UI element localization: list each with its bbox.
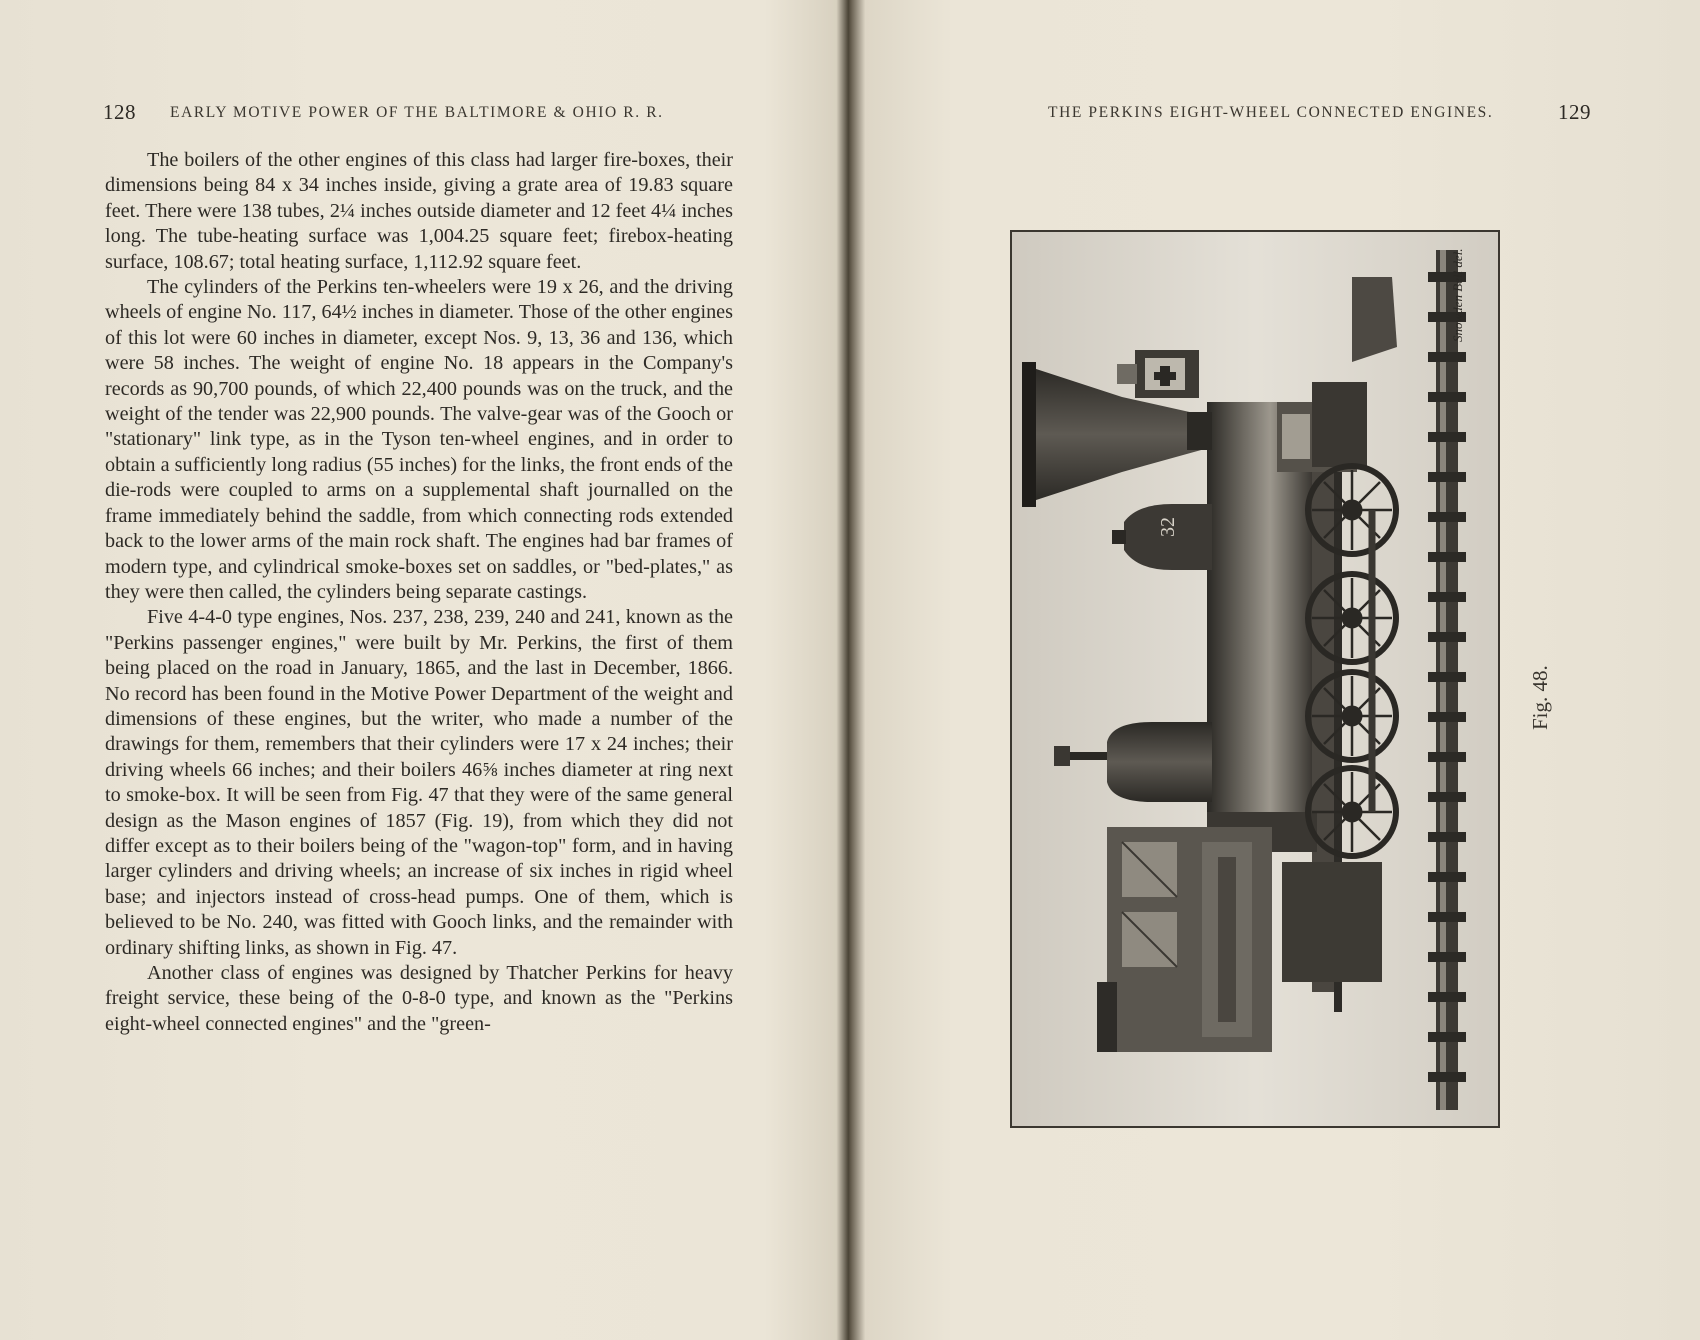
pilot — [1352, 277, 1397, 362]
paragraph-3: Five 4-4-0 type engines, Nos. 237, 238, 239, 240 and 241, known as the "Perkins passenger engines," were built by Mr. Perkins, the first of them being placed on the road in January, 1865, and the last in December, 1866. No record has been found in the Motive Power Department of the weight and dimensions of these engines, but the writer, who made a number of the drawings for them, remembers that their cylinders were 17 x 24 inches; their driving wheels 66 inches; and their boilers 46⅝ inches diameter at ring next to smoke-box. It will be seen from Fig. 47 that they were of the same general design as the Mason engines of 1857 (Fig. 19), from which they did not differ except as to their boilers being of the "wagon-top" form, and in having larger cylinders and driving wheels; an increase of six inches in rigid wheel base; and injectors instead of cross-head pumps. One of them, which is believed to be No. 240, was fitted with Gooch links, and the remainder with ordinary shifting links, as shown in Fig. 47. — [105, 606, 733, 959]
right-page — [850, 0, 1700, 1340]
paragraph-1: The boilers of the other engines of this class had larger fire-boxes, their dimensions being 84 x 34 inches inside, giving a grate area of 19.83 square feet. There were 138 tubes, 2¼ inches outside diameter and 12 feet 4¼ inches long. The tube-heating surface was 1,004.25 square feet; firebox-heating surface, 108.67; total heating surface, 1,112.92 square feet. — [105, 149, 733, 273]
left-page — [0, 0, 845, 1340]
artist-signature: Snowden Bell del. — [1450, 248, 1465, 342]
page-number-right: 129 — [1558, 100, 1591, 124]
paragraph-2: The cylinders of the Perkins ten-wheelers were 19 x 26, and the driving wheels of engine No. 117, 64½ inches in diameter. Those of the other engines of this lot were 60 inches in diameter, except Nos. 9, 13, 36 and 136, which were 58 inches. The weight of engine No. 18 appears in the Company's records as 90,700 pounds, of which 22,400 pounds was on the truck, and the weight of the tender was 22,900 pounds. The valve-gear was of the Gooch or "stationary" link type, as in the Tyson ten-wheel engines, and in order to obtain a sufficiently long radius (55 inches) for the links, the front ends of the die-rods were coupled to arms on a supplemental shaft journalled on the frame immediately behind the saddle, from which connecting rods extended back to the lower arms of the main rock shaft. The engines had bar frames of modern type, and cylindrical smoke-boxes set on saddles, or "bed-plates," as they were then called, the cylinders being separate castings. — [105, 276, 733, 603]
locomotive-drawing — [1012, 232, 1498, 1126]
body-text — [105, 148, 733, 1037]
paragraph-4: Another class of engines was designed by Thatcher Perkins for heavy freight service, these being of the 0-8-0 type, and known as the "Perkins eight-wheel connected engines" and the "green- — [105, 962, 733, 1035]
engine-number: 32 — [1157, 517, 1179, 537]
figure-caption: Fig. 48. — [1528, 665, 1552, 730]
running-head-right: THE PERKINS EIGHT-WHEEL CONNECTED ENGINES. — [1048, 104, 1494, 121]
firebox — [1282, 862, 1382, 982]
cab — [1097, 827, 1272, 1052]
page-number-left: 128 — [103, 100, 136, 124]
locomotive-figure — [1010, 230, 1500, 1128]
running-head-left: EARLY MOTIVE POWER OF THE BALTIMORE & OHIO R. R. — [170, 104, 664, 121]
